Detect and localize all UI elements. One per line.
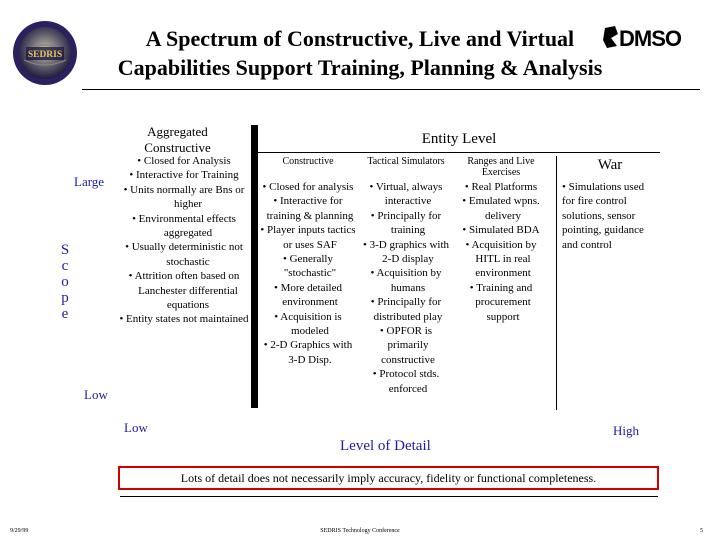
- aggregated-bullet: • Units normally are Bns or higher: [123, 183, 245, 211]
- ranges-live-exercises-column: [454, 156, 548, 324]
- aggregated-bullet: • Entity states not maintained: [119, 313, 249, 326]
- column-bullet: • Real Platforms: [464, 181, 538, 193]
- column-bullet: • Training and procurement support: [469, 281, 533, 323]
- logo-lettering: SEDRIS: [27, 50, 63, 60]
- war-column: [562, 156, 658, 252]
- footer-date: 9/29/99: [10, 528, 29, 534]
- column-bullet: • Emulated wpns. delivery: [462, 195, 540, 222]
- footer-page-number: 5: [700, 528, 703, 534]
- column-bullet: • OPFOR is primarily constructive: [379, 325, 435, 366]
- column-bullet: • Simulations used for fire control solutions, sensor pointing, guidance and control: [562, 181, 645, 251]
- tactical-simulators-column: [360, 156, 452, 396]
- aggregated-bullet: • Interactive for Training: [129, 169, 239, 182]
- sedris-logo: [12, 20, 78, 86]
- scope-axis-label: [58, 242, 72, 322]
- aggregated-bullet: • Usually deterministic not stochastic: [125, 241, 243, 268]
- dmso-logo-lettering: DMSO: [619, 26, 681, 51]
- note-underline: [120, 496, 658, 497]
- column-header: Tactical Simulators: [367, 156, 445, 167]
- constructive-column: [258, 156, 358, 367]
- column-bullet: • Simulated BDA: [462, 224, 540, 237]
- aggregated-heading-line-1: Aggregated: [147, 124, 208, 139]
- column-bullet: • Generally "stochastic": [283, 253, 337, 280]
- scope-letter: o: [61, 274, 69, 290]
- header-divider: [82, 89, 700, 90]
- scope-letter: S: [60, 242, 70, 258]
- column-bullet: • Acquisition by humans: [370, 267, 442, 294]
- aggregated-heading-line-2: Constructive: [144, 140, 211, 155]
- column-bullet: • Player inputs tactics or uses SAF: [260, 224, 356, 251]
- column-header: Ranges and Live Exercises: [467, 156, 535, 178]
- aggregated-bullet: • Closed for Analysis: [137, 155, 231, 167]
- panel-separator-bar: [251, 125, 258, 408]
- scope-low-label: Low: [84, 387, 108, 402]
- column-bullet: • Closed for analysis: [262, 181, 354, 193]
- level-of-detail-label: Level of Detail: [340, 438, 431, 454]
- entity-level-heading: Entity Level: [421, 131, 497, 147]
- column-bullet: • Principally for training: [370, 209, 442, 237]
- scope-large-label: Large: [74, 174, 105, 189]
- aggregated-constructive-heading: [120, 124, 235, 156]
- column-bullet: • Acquisition by HITL in real environment: [465, 238, 537, 280]
- aggregated-constructive-panel: [116, 154, 250, 408]
- detail-high-label: High: [613, 423, 639, 438]
- column-header: War: [597, 157, 623, 173]
- column-header: Constructive: [282, 156, 334, 167]
- page-title: [80, 24, 640, 82]
- aggregated-bullet: • Environmental effects aggregated: [132, 212, 236, 240]
- scope-letter: p: [61, 290, 69, 306]
- detail-disclaimer-note: Lots of detail does not necessarily imply accuracy, fidelity or functional completeness.: [118, 466, 659, 490]
- footer-conference: SEDRIS Technology Conference: [320, 528, 400, 534]
- column-bullet: • 2-D Graphics with 3-D Disp.: [263, 339, 353, 366]
- title-line-1: A Spectrum of Constructive, Live and Virtual: [145, 26, 575, 51]
- entity-heading-divider: [258, 152, 660, 153]
- war-column-divider: [556, 156, 557, 410]
- scope-letter: c: [61, 258, 69, 274]
- column-bullet: • More detailed environment: [274, 281, 342, 309]
- column-bullet: • Virtual, always interactive: [369, 181, 443, 208]
- title-line-2: Capabilities Support Training, Planning & Analysis: [117, 55, 603, 80]
- column-bullet: • Acquisition is modeled: [274, 310, 342, 338]
- aggregated-bullet: • Attrition often based on Lanchester differential equations: [128, 270, 240, 312]
- column-bullet: • Interactive for training & planning: [266, 195, 354, 222]
- column-bullet: • 3-D graphics with 2-D display: [362, 238, 450, 266]
- column-bullet: • Protocol stds. enforced: [372, 368, 440, 395]
- scope-letter: e: [61, 306, 69, 322]
- detail-low-label: Low: [124, 420, 148, 435]
- column-bullet: • Principally for distributed play: [370, 296, 443, 323]
